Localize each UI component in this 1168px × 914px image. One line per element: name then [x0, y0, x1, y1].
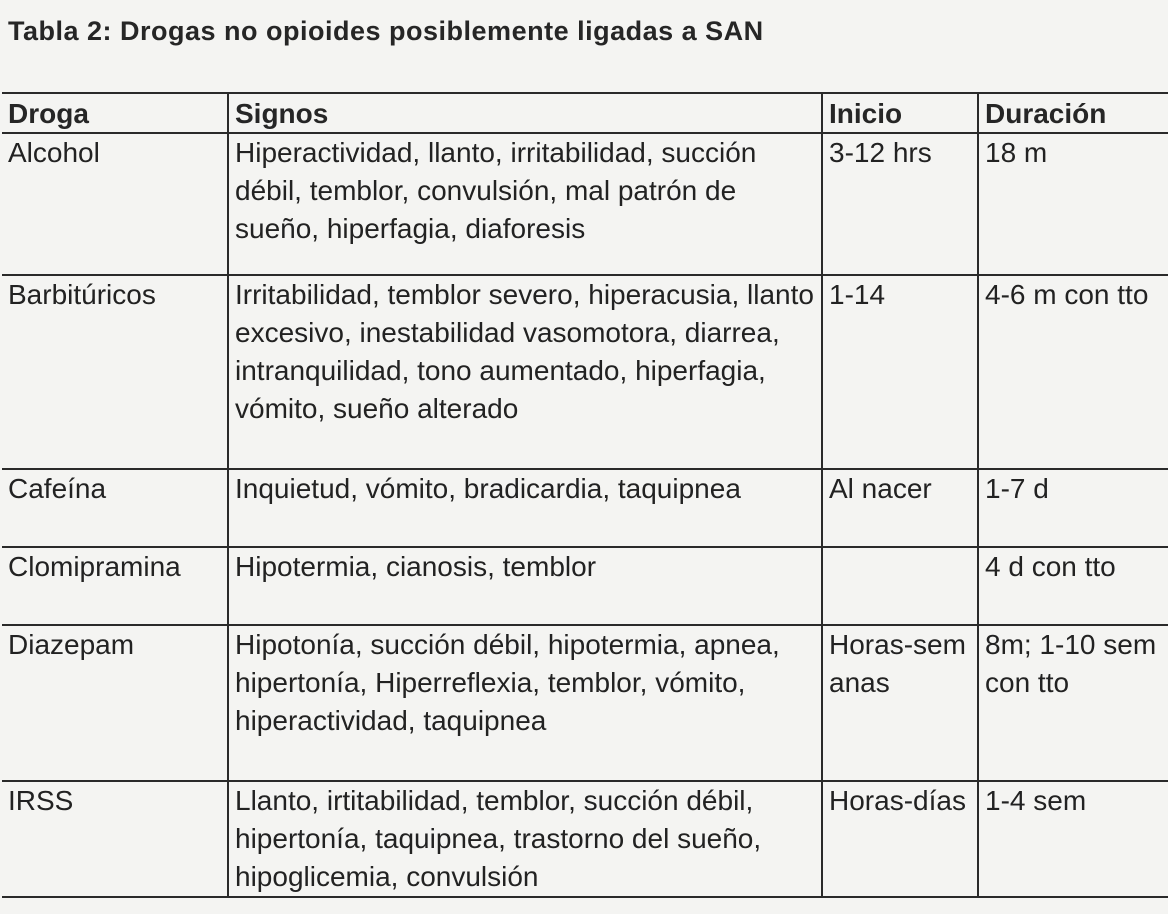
onset-cell — [822, 547, 978, 625]
drug-cell: Alcohol — [2, 133, 228, 275]
signs-cell: Hipotermia, cianosis, temblor — [228, 547, 822, 625]
onset-cell: Horas-semanas — [822, 625, 978, 781]
drug-cell: Barbitúricos — [2, 275, 228, 469]
duration-cell: 18 m — [978, 133, 1168, 275]
drugs-table — [2, 92, 1168, 898]
header-duration: Duración — [978, 93, 1168, 133]
onset-cell: 3-12 hrs — [822, 133, 978, 275]
signs-cell: Llanto, irtitabilidad, temblor, succión débil, hipertonía, taquipnea, trastorno del sueño, hipoglicemia, convulsión — [228, 781, 822, 897]
drug-cell: Clomipramina — [2, 547, 228, 625]
table-row — [2, 133, 1168, 275]
duration-cell: 4-6 m con tto — [978, 275, 1168, 469]
signs-cell: Irritabilidad, temblor severo, hiperacusia, llanto excesivo, inestabilidad vasomotora, diarrea, intranquilidad, tono aumentado, hiperfagia, vómito, sueño alterado — [228, 275, 822, 469]
table-row — [2, 275, 1168, 469]
duration-cell: 8m; 1-10 sem con tto — [978, 625, 1168, 781]
header-onset: Inicio — [822, 93, 978, 133]
table-row — [2, 469, 1168, 547]
signs-cell: Hipotonía, succión débil, hipotermia, apnea, hipertonía, Hiperreflexia, temblor, vómito, hiperactividad, taquipnea — [228, 625, 822, 781]
signs-cell: Inquietud, vómito, bradicardia, taquipnea — [228, 469, 822, 547]
header-signs: Signos — [228, 93, 822, 133]
table-row — [2, 625, 1168, 781]
drug-cell: Cafeína — [2, 469, 228, 547]
header-row — [2, 93, 1168, 133]
drug-cell: Diazepam — [2, 625, 228, 781]
table-row — [2, 781, 1168, 897]
drug-cell: IRSS — [2, 781, 228, 897]
duration-cell: 4 d con tto — [978, 547, 1168, 625]
table-row — [2, 547, 1168, 625]
duration-cell: 1-4 sem — [978, 781, 1168, 897]
duration-cell: 1-7 d — [978, 469, 1168, 547]
table-title: Tabla 2: Drogas no opioides posiblemente ligadas a SAN — [8, 16, 764, 46]
signs-cell: Hiperactividad, llanto, irritabilidad, succión débil, temblor, convulsión, mal patrón de sueño, hiperfagia, diaforesis — [228, 133, 822, 275]
onset-cell: Al nacer — [822, 469, 978, 547]
onset-cell: 1-14 — [822, 275, 978, 469]
onset-cell: Horas-días — [822, 781, 978, 897]
header-drug: Droga — [2, 93, 228, 133]
